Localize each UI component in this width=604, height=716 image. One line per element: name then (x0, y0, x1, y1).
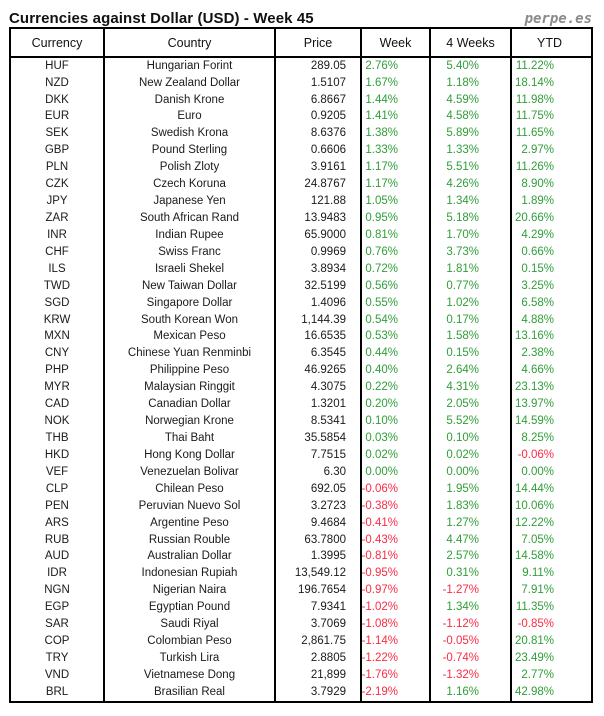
4weeks-change-cell: 0.10% (429, 430, 510, 447)
currency-code-cell: AUD (44, 550, 70, 563)
week-change-cell: 1.17% (360, 176, 429, 193)
price-cell: 35.5854 (274, 430, 360, 447)
ytd-change-cell: 13.16% (510, 329, 587, 346)
ytd-change-cell: 1.89% (510, 193, 587, 210)
currency-code-cell: HUF (45, 59, 69, 72)
country-cell: Swedish Krona (103, 126, 274, 143)
4weeks-change-cell: 5.89% (429, 126, 510, 143)
4weeks-change-cell: 2.05% (429, 396, 510, 413)
currency-code-cell: DKK (45, 93, 69, 106)
country-cell: Chilean Peso (103, 481, 274, 498)
country-cell: Hong Kong Dollar (103, 447, 274, 464)
brand-link[interactable]: perpe.es (524, 10, 592, 27)
price-cell: 1.5107 (274, 75, 360, 92)
ytd-change-cell: 10.06% (510, 498, 587, 515)
currency-code-cell: MYR (44, 381, 70, 394)
table-row (11, 583, 591, 600)
4weeks-change-cell: 1.83% (429, 498, 510, 515)
ytd-change-cell: 42.98% (510, 684, 587, 701)
currency-code-cell: CZK (45, 178, 69, 191)
week-change-cell: -0.41% (360, 515, 429, 532)
price-cell: 1.4096 (274, 295, 360, 312)
price-cell: 1.3201 (274, 396, 360, 413)
ytd-change-cell: 6.58% (510, 295, 587, 312)
country-cell: Saudi Riyal (103, 616, 274, 633)
country-cell: Argentine Peso (103, 515, 274, 532)
ytd-change-cell: 4.66% (510, 363, 587, 380)
week-change-cell: 1.41% (360, 109, 429, 126)
table-row (11, 58, 591, 75)
price-cell: 8.6376 (274, 126, 360, 143)
country-cell: Pound Sterling (103, 143, 274, 160)
column-header-price: Price (274, 29, 360, 56)
4weeks-change-cell: 1.33% (429, 143, 510, 160)
ytd-change-cell: 14.58% (510, 549, 587, 566)
4weeks-change-cell: 1.95% (429, 481, 510, 498)
week-change-cell: -1.22% (360, 650, 429, 667)
currency-code-cell: THB (45, 431, 69, 444)
week-change-cell: 0.55% (360, 295, 429, 312)
country-cell: Turkish Lira (103, 650, 274, 667)
country-cell: Indonesian Rupiah (103, 566, 274, 583)
4weeks-change-cell: 2.57% (429, 549, 510, 566)
country-cell: South Korean Won (103, 312, 274, 329)
price-cell: 3.2723 (274, 498, 360, 515)
ytd-change-cell: 4.29% (510, 227, 587, 244)
week-change-cell: -0.43% (360, 532, 429, 549)
table-header-row (11, 29, 591, 58)
4weeks-change-cell: 5.40% (429, 58, 510, 75)
table-row (11, 92, 591, 109)
week-change-cell: 0.03% (360, 430, 429, 447)
table-row (11, 464, 591, 481)
ytd-change-cell: 20.81% (510, 633, 587, 650)
week-change-cell: 0.95% (360, 210, 429, 227)
country-cell: Egyptian Pound (103, 600, 274, 617)
ytd-change-cell: 7.05% (510, 532, 587, 549)
currency-code-cell: NZD (45, 76, 69, 89)
table-row (11, 346, 591, 363)
table-body (11, 58, 591, 701)
ytd-change-cell: 13.97% (510, 396, 587, 413)
price-cell: 32.5199 (274, 278, 360, 295)
4weeks-change-cell: 3.73% (429, 244, 510, 261)
price-cell: 1,144.39 (274, 312, 360, 329)
4weeks-change-cell: 1.16% (429, 684, 510, 701)
country-cell: Australian Dollar (103, 549, 274, 566)
4weeks-change-cell: 4.59% (429, 92, 510, 109)
currency-code-cell: CAD (44, 398, 70, 411)
week-change-cell: -1.02% (360, 600, 429, 617)
currency-code-cell: HKD (44, 448, 70, 461)
week-change-cell: -1.08% (360, 616, 429, 633)
table-row (11, 210, 591, 227)
week-change-cell: 0.54% (360, 312, 429, 329)
price-cell: 6.3545 (274, 346, 360, 363)
week-change-cell: 0.53% (360, 329, 429, 346)
price-cell: 6.8667 (274, 92, 360, 109)
currency-code-cell: ILS (48, 262, 66, 275)
column-header-country: Country (103, 29, 274, 56)
ytd-change-cell: 2.38% (510, 346, 587, 363)
week-change-cell: 0.22% (360, 380, 429, 397)
price-cell: 13.9483 (274, 210, 360, 227)
ytd-change-cell: 7.91% (510, 583, 587, 600)
ytd-change-cell: 11.65% (510, 126, 587, 143)
week-change-cell: 1.38% (360, 126, 429, 143)
table-row (11, 312, 591, 329)
table-row (11, 143, 591, 160)
4weeks-change-cell: -1.27% (429, 583, 510, 600)
table-row (11, 667, 591, 684)
currency-code-cell: PHP (45, 364, 69, 377)
table-row (11, 126, 591, 143)
price-cell: 0.9205 (274, 109, 360, 126)
week-change-cell: 0.72% (360, 261, 429, 278)
table-row (11, 498, 591, 515)
price-cell: 3.7929 (274, 684, 360, 701)
price-cell: 21,899 (274, 667, 360, 684)
week-change-cell: -2.19% (360, 684, 429, 701)
table-row (11, 549, 591, 566)
4weeks-change-cell: 1.81% (429, 261, 510, 278)
page-title: Currencies against Dollar (USD) - Week 45 (9, 9, 314, 27)
table-row (11, 447, 591, 464)
currency-code-cell: EGP (44, 601, 70, 614)
week-change-cell: 0.76% (360, 244, 429, 261)
ytd-change-cell: 0.66% (510, 244, 587, 261)
ytd-change-cell: -0.06% (510, 447, 587, 464)
ytd-change-cell: 2.97% (510, 143, 587, 160)
week-change-cell: 1.67% (360, 75, 429, 92)
table-row (11, 396, 591, 413)
country-cell: Indian Rupee (103, 227, 274, 244)
country-cell: Japanese Yen (103, 193, 274, 210)
4weeks-change-cell: -1.12% (429, 616, 510, 633)
table-row (11, 176, 591, 193)
country-cell: Malaysian Ringgit (103, 380, 274, 397)
currency-code-cell: NOK (44, 415, 70, 428)
table-row (11, 633, 591, 650)
week-change-cell: 0.44% (360, 346, 429, 363)
week-change-cell: 1.17% (360, 160, 429, 177)
week-change-cell: -0.06% (360, 481, 429, 498)
price-cell: 4.3075 (274, 380, 360, 397)
price-cell: 7.7515 (274, 447, 360, 464)
week-change-cell: 1.44% (360, 92, 429, 109)
week-change-cell: 1.05% (360, 193, 429, 210)
week-change-cell: 0.20% (360, 396, 429, 413)
4weeks-change-cell: 1.34% (429, 193, 510, 210)
table-row (11, 380, 591, 397)
currency-code-cell: NGN (44, 584, 70, 597)
4weeks-change-cell: 0.77% (429, 278, 510, 295)
price-cell: 8.5341 (274, 413, 360, 430)
4weeks-change-cell: 0.17% (429, 312, 510, 329)
currency-code-cell: PLN (45, 161, 69, 174)
country-cell: South African Rand (103, 210, 274, 227)
country-cell: New Taiwan Dollar (103, 278, 274, 295)
country-cell: Israeli Shekel (103, 261, 274, 278)
ytd-change-cell: 11.22% (510, 58, 587, 75)
ytd-change-cell: 3.25% (510, 278, 587, 295)
4weeks-change-cell: 5.51% (429, 160, 510, 177)
week-change-cell: -0.95% (360, 566, 429, 583)
week-change-cell: 0.02% (360, 447, 429, 464)
price-cell: 121.88 (274, 193, 360, 210)
4weeks-change-cell: 1.18% (429, 75, 510, 92)
currency-code-cell: IDR (47, 567, 67, 580)
country-cell: Mexican Peso (103, 329, 274, 346)
table-row (11, 650, 591, 667)
column-header-ytd: YTD (510, 29, 587, 56)
table-row (11, 515, 591, 532)
currency-code-cell: PEN (45, 499, 69, 512)
currency-code-cell: KRW (43, 313, 71, 326)
ytd-change-cell: 8.90% (510, 176, 587, 193)
price-cell: 3.8934 (274, 261, 360, 278)
table-row (11, 616, 591, 633)
table-row (11, 160, 591, 177)
week-change-cell: -1.76% (360, 667, 429, 684)
country-cell: Russian Rouble (103, 532, 274, 549)
country-cell: Euro (103, 109, 274, 126)
4weeks-change-cell: 1.34% (429, 600, 510, 617)
table-row (11, 244, 591, 261)
ytd-change-cell: 12.22% (510, 515, 587, 532)
ytd-change-cell: 23.13% (510, 380, 587, 397)
currency-code-cell: VEF (45, 465, 69, 478)
table-row (11, 566, 591, 583)
country-cell: Thai Baht (103, 430, 274, 447)
currency-code-cell: CHF (45, 245, 69, 258)
country-cell: Canadian Dollar (103, 396, 274, 413)
4weeks-change-cell: 0.31% (429, 566, 510, 583)
country-cell: Vietnamese Dong (103, 667, 274, 684)
country-cell: Colombian Peso (103, 633, 274, 650)
table-row (11, 430, 591, 447)
currency-code-cell: TRY (45, 651, 69, 664)
week-change-cell: -0.81% (360, 549, 429, 566)
currency-code-cell: JPY (46, 195, 68, 208)
4weeks-change-cell: 1.70% (429, 227, 510, 244)
currency-code-cell: TWD (43, 279, 71, 292)
4weeks-change-cell: 4.47% (429, 532, 510, 549)
table-row (11, 295, 591, 312)
ytd-change-cell: 23.49% (510, 650, 587, 667)
4weeks-change-cell: 5.52% (429, 413, 510, 430)
table-row (11, 109, 591, 126)
ytd-change-cell: 14.44% (510, 481, 587, 498)
table-row (11, 481, 591, 498)
country-cell: Philippine Peso (103, 363, 274, 380)
price-cell: 692.05 (274, 481, 360, 498)
country-cell: Danish Krone (103, 92, 274, 109)
currency-code-cell: VND (44, 668, 70, 681)
table-row (11, 363, 591, 380)
country-cell: Peruvian Nuevo Sol (103, 498, 274, 515)
4weeks-change-cell: 2.64% (429, 363, 510, 380)
price-cell: 0.9969 (274, 244, 360, 261)
price-cell: 46.9265 (274, 363, 360, 380)
currency-code-cell: INR (47, 228, 67, 241)
currency-code-cell: COP (44, 635, 70, 648)
4weeks-change-cell: 1.58% (429, 329, 510, 346)
price-cell: 16.6535 (274, 329, 360, 346)
column-header-4weeks: 4 Weeks (429, 29, 510, 56)
price-cell: 3.9161 (274, 160, 360, 177)
4weeks-change-cell: 0.15% (429, 346, 510, 363)
table-row (11, 413, 591, 430)
week-change-cell: -0.97% (360, 583, 429, 600)
4weeks-change-cell: 0.02% (429, 447, 510, 464)
currency-code-cell: CNY (44, 347, 70, 360)
4weeks-change-cell: -0.05% (429, 633, 510, 650)
week-change-cell: 2.76% (360, 58, 429, 75)
currency-code-cell: BRL (45, 685, 69, 698)
week-change-cell: -0.38% (360, 498, 429, 515)
week-change-cell: 0.00% (360, 464, 429, 481)
4weeks-change-cell: 4.58% (429, 109, 510, 126)
country-cell: New Zealand Dollar (103, 75, 274, 92)
report-header (9, 4, 594, 27)
price-cell: 7.9341 (274, 600, 360, 617)
currency-code-cell: CLP (45, 482, 69, 495)
country-cell: Singapore Dollar (103, 295, 274, 312)
price-cell: 24.8767 (274, 176, 360, 193)
price-cell: 2,861.75 (274, 633, 360, 650)
ytd-change-cell: 11.35% (510, 600, 587, 617)
ytd-change-cell: 11.26% (510, 160, 587, 177)
4weeks-change-cell: 0.00% (429, 464, 510, 481)
ytd-change-cell: 20.66% (510, 210, 587, 227)
week-change-cell: 1.33% (360, 143, 429, 160)
week-change-cell: 0.40% (360, 363, 429, 380)
price-cell: 63.7800 (274, 532, 360, 549)
currency-code-cell: EUR (44, 110, 70, 123)
table-row (11, 261, 591, 278)
price-cell: 3.7069 (274, 616, 360, 633)
table-row (11, 329, 591, 346)
table-row (11, 75, 591, 92)
country-cell: Chinese Yuan Renminbi (103, 346, 274, 363)
column-header-week: Week (360, 29, 429, 56)
4weeks-change-cell: 4.26% (429, 176, 510, 193)
price-cell: 2.8805 (274, 650, 360, 667)
price-cell: 1.3995 (274, 549, 360, 566)
country-cell: Venezuelan Bolivar (103, 464, 274, 481)
price-cell: 6.30 (274, 464, 360, 481)
4weeks-change-cell: -1.32% (429, 667, 510, 684)
currency-code-cell: SGD (44, 296, 70, 309)
currency-code-cell: SEK (45, 127, 69, 140)
week-change-cell: 0.56% (360, 278, 429, 295)
ytd-change-cell: 0.00% (510, 464, 587, 481)
ytd-change-cell: 11.75% (510, 109, 587, 126)
ytd-change-cell: 14.59% (510, 413, 587, 430)
price-cell: 9.4684 (274, 515, 360, 532)
table-row (11, 684, 591, 701)
ytd-change-cell: 2.77% (510, 667, 587, 684)
ytd-change-cell: 4.88% (510, 312, 587, 329)
currency-code-cell: ARS (45, 516, 69, 529)
ytd-change-cell: 0.15% (510, 261, 587, 278)
price-cell: 65.9000 (274, 227, 360, 244)
country-cell: Nigerian Naira (103, 583, 274, 600)
currency-code-cell: RUB (44, 533, 70, 546)
4weeks-change-cell: 1.27% (429, 515, 510, 532)
4weeks-change-cell: -0.74% (429, 650, 510, 667)
country-cell: Hungarian Forint (103, 58, 274, 75)
price-cell: 0.6606 (274, 143, 360, 160)
ytd-change-cell: 8.25% (510, 430, 587, 447)
ytd-change-cell: 11.98% (510, 92, 587, 109)
table-row (11, 227, 591, 244)
table-row (11, 600, 591, 617)
table-row (11, 193, 591, 210)
currency-code-cell: ZAR (45, 212, 69, 224)
ytd-change-cell: 18.14% (510, 75, 587, 92)
currency-code-cell: SAR (45, 618, 69, 631)
ytd-change-cell: -0.85% (510, 616, 587, 633)
currency-code-cell: GBP (44, 144, 70, 157)
week-change-cell: 0.81% (360, 227, 429, 244)
table-row (11, 278, 591, 295)
week-change-cell: -1.14% (360, 633, 429, 650)
country-cell: Brasilian Real (103, 684, 274, 701)
week-change-cell: 0.10% (360, 413, 429, 430)
column-header-currency: Currency (31, 35, 83, 50)
country-cell: Czech Koruna (103, 176, 274, 193)
country-cell: Norwegian Krone (103, 413, 274, 430)
table-row (11, 532, 591, 549)
country-cell: Polish Zloty (103, 160, 274, 177)
price-cell: 289.05 (274, 58, 360, 75)
country-cell: Swiss Franc (103, 244, 274, 261)
ytd-change-cell: 9.11% (510, 566, 587, 583)
currency-table (9, 27, 593, 703)
4weeks-change-cell: 1.02% (429, 295, 510, 312)
price-cell: 196.7654 (274, 583, 360, 600)
currency-code-cell: MXN (44, 330, 70, 343)
price-cell: 13,549.12 (274, 566, 360, 583)
4weeks-change-cell: 5.18% (429, 210, 510, 227)
4weeks-change-cell: 4.31% (429, 380, 510, 397)
